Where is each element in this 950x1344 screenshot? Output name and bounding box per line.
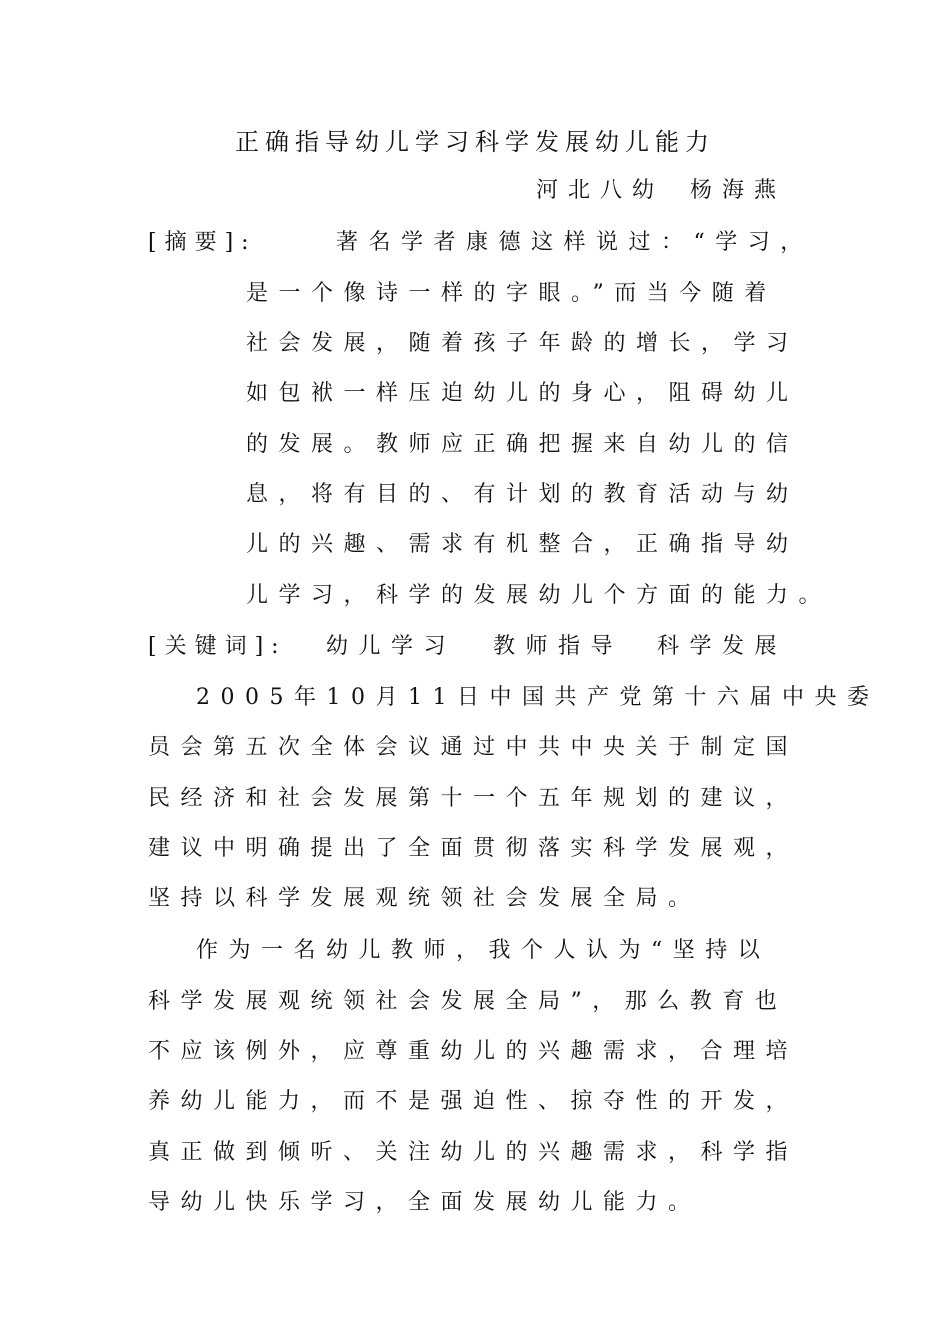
abstract-line: 的发展。教师应正确把握来自幼儿的信 xyxy=(246,432,799,457)
abstract-line: 息，将有目的、有计划的教育活动与幼 xyxy=(246,482,799,507)
paragraph-line: 建议中明确提出了全面贯彻落实科学发展观， xyxy=(148,836,799,861)
paragraph-line: 不应该例外，应尊重幼儿的兴趣需求，合理培 xyxy=(148,1039,799,1064)
document-title: 正确指导幼儿学习科学发展幼儿能力 xyxy=(235,128,715,156)
abstract-line: 著名学者康德这样说过：“学习， xyxy=(336,230,813,255)
paragraph-line: 坚持以科学发展观统领社会发展全局。 xyxy=(148,886,701,911)
author-affiliation: 河北八幼 xyxy=(536,178,665,203)
keyword-item: 教师指导 xyxy=(493,634,624,659)
keyword-item: 幼儿学习 xyxy=(326,634,457,659)
paragraph-line: 导幼儿快乐学习，全面发展幼儿能力。 xyxy=(148,1190,701,1215)
paragraph-line: 民经济和社会发展第十一个五年规划的建议， xyxy=(148,786,799,811)
paragraph-line: 员会第五次全体会议通过中共中央关于制定国 xyxy=(148,735,799,760)
abstract-label: [摘要]: xyxy=(148,230,257,255)
abstract-line: 如包袱一样压迫幼儿的身心，阻碍幼儿 xyxy=(246,381,799,406)
abstract-line: 儿学习，科学的发展幼儿个方面的能力。 xyxy=(246,583,832,608)
abstract-line: 是一个像诗一样的字眼。”而当今随着 xyxy=(246,281,777,306)
paragraph-line: 作为一名幼儿教师，我个人认为“坚持以 xyxy=(196,938,771,963)
paragraph-line: 真正做到倾听、关注幼儿的兴趣需求，科学指 xyxy=(148,1140,799,1165)
keywords-label: [关键词]: xyxy=(148,634,287,659)
author-name: 杨海燕 xyxy=(690,178,787,203)
author-line xyxy=(536,178,786,204)
abstract-line: 社会发展，随着孩子年龄的增长，学习 xyxy=(246,331,799,356)
paragraph-line: 2005年10月11日中国共产党第十六届中央委 xyxy=(196,685,880,710)
keyword-item: 科学发展 xyxy=(657,634,788,659)
paragraph-line: 养幼儿能力，而不是强迫性、掠夺性的开发， xyxy=(148,1089,799,1114)
abstract-line: 儿的兴趣、需求有机整合，正确指导幼 xyxy=(246,532,799,557)
paragraph-line: 科学发展观统领社会发展全局”，那么教育也 xyxy=(148,989,788,1014)
